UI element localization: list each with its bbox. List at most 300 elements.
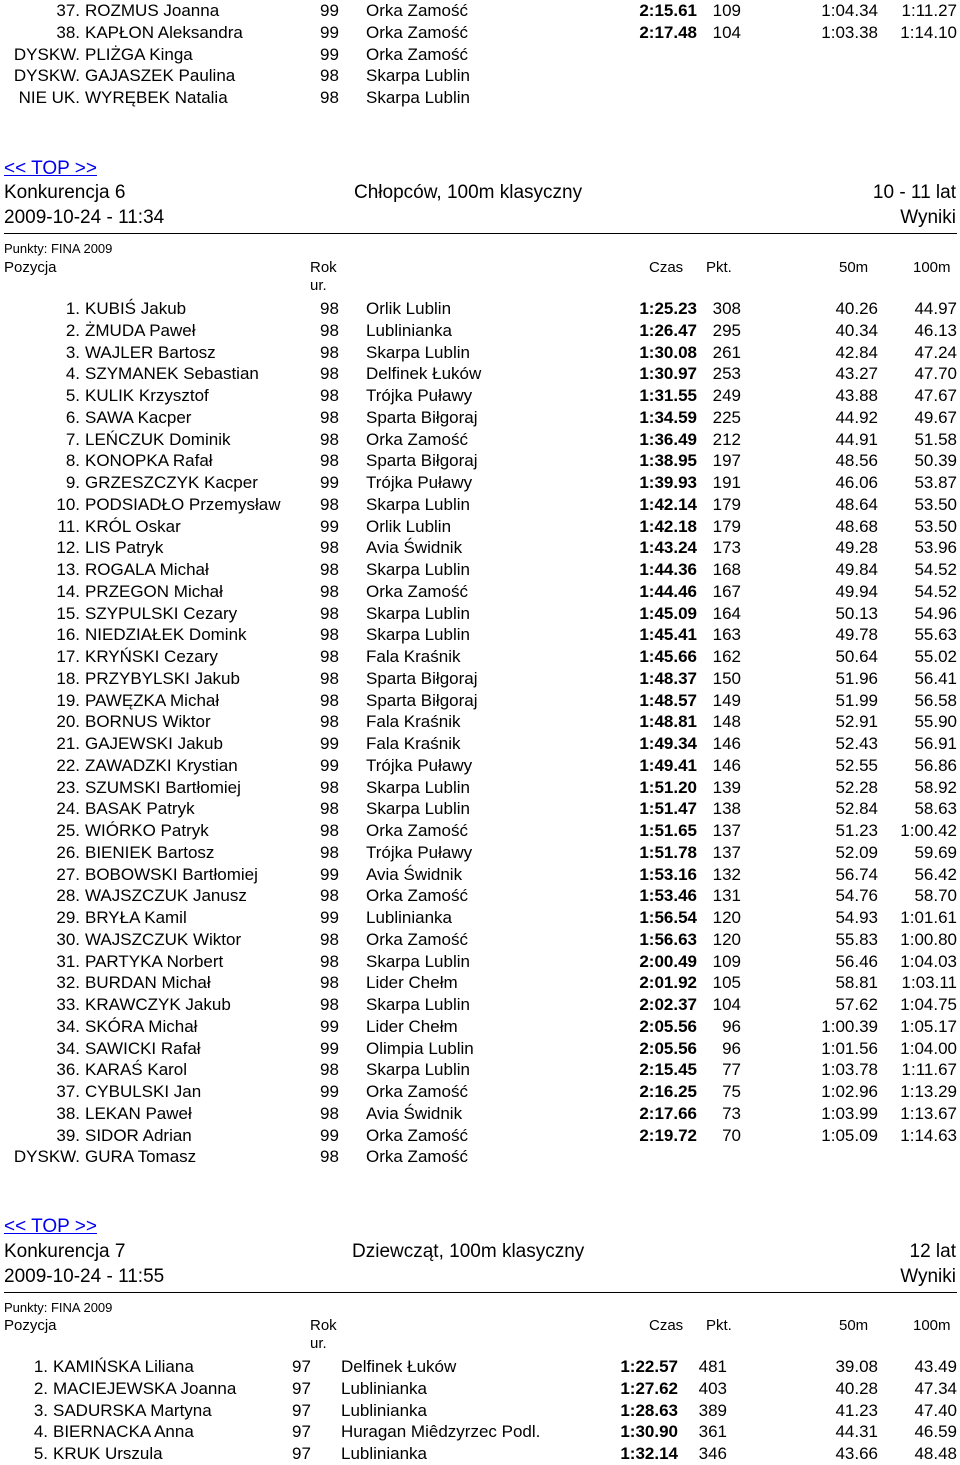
year-cell: 98	[320, 581, 339, 601]
points-cell: 308	[712, 299, 741, 318]
time-cell: 1:45.09	[639, 603, 697, 623]
points-cell: 168	[712, 560, 741, 579]
place-cell: 38.	[56, 22, 80, 42]
split-50-cell: 51.23	[835, 821, 878, 840]
split-100-cell: 53.87	[914, 473, 957, 492]
time-cell: 2:05.56	[639, 1038, 697, 1058]
time-cell: 1:44.36	[639, 560, 697, 579]
year-cell: 98	[320, 320, 339, 340]
year-cell: 98	[320, 625, 339, 645]
year-cell: 98	[320, 386, 339, 405]
points-cell: 109	[712, 1, 741, 20]
points-cell: 132	[712, 864, 741, 884]
table-row	[0, 87, 960, 109]
time-cell: 1:31.55	[639, 386, 697, 405]
table-row	[0, 690, 960, 712]
place-cell: 34.	[56, 1016, 80, 1036]
time-cell: 1:30.90	[620, 1422, 678, 1442]
place-cell: 33.	[56, 995, 80, 1014]
table-row	[0, 342, 960, 364]
table-row	[0, 429, 960, 451]
year-cell: 98	[320, 647, 339, 666]
table-row	[0, 516, 960, 538]
place-cell: 4.	[33, 1422, 48, 1442]
table-row	[0, 581, 960, 603]
name-cell: BIERNACKA Anna	[53, 1422, 194, 1442]
split-50-cell: 43.88	[835, 386, 878, 405]
table-row	[0, 363, 960, 385]
split-50-cell: 48.64	[835, 494, 878, 514]
split-50-cell: 44.31	[835, 1422, 878, 1442]
place-cell: 38.	[56, 1103, 80, 1123]
split-50-cell: 41.23	[835, 1400, 878, 1420]
club-cell: Skarpa Lublin	[366, 603, 470, 623]
place-cell: 22.	[56, 755, 80, 775]
table-row	[0, 298, 960, 320]
event-title: Konkurencja 6	[4, 182, 126, 203]
name-cell: SZUMSKI Bartłomiej	[85, 777, 241, 797]
club-cell: Sparta Biłgoraj	[366, 690, 478, 710]
place-cell: 32.	[56, 973, 80, 993]
split-100-cell: 1:11.67	[901, 1060, 957, 1080]
table-row	[0, 777, 960, 799]
table-row	[0, 65, 960, 87]
year-cell: 98	[320, 799, 339, 819]
split-100-cell: 1:03.11	[901, 973, 957, 993]
split-100-cell: 1:00.80	[900, 929, 957, 949]
time-cell: 1:25.23	[639, 299, 697, 318]
split-50-cell: 42.84	[835, 342, 878, 362]
split-50-cell: 50.64	[835, 647, 878, 666]
points-cell: 139	[712, 777, 741, 797]
club-cell: Olimpia Lublin	[366, 1038, 474, 1058]
split-50-cell: 1:03.78	[821, 1060, 878, 1080]
points-cell: 163	[712, 625, 741, 645]
table-row	[0, 842, 960, 864]
split-100-cell: 47.40	[914, 1400, 957, 1420]
name-cell: CYBULSKI Jan	[85, 1082, 202, 1101]
place-cell: 1.	[65, 299, 80, 318]
name-cell: GAJASZEK Paulina	[85, 66, 236, 86]
table-row	[0, 1421, 960, 1443]
table-row	[0, 624, 960, 646]
table-row	[0, 755, 960, 777]
split-50-cell: 1:01.56	[821, 1038, 878, 1058]
split-50-cell: 49.94	[835, 581, 878, 601]
points-cell: 403	[698, 1378, 727, 1398]
time-cell: 1:48.57	[639, 690, 697, 710]
split-100-cell: 1:04.00	[900, 1038, 957, 1058]
club-cell: Avia Świdnik	[366, 864, 463, 884]
split-50-cell: 51.96	[835, 668, 878, 688]
club-cell: Avia Świdnik	[366, 1103, 463, 1123]
time-cell: 1:30.97	[639, 364, 697, 384]
split-100-cell: 58.70	[914, 886, 957, 906]
year-cell: 98	[320, 342, 339, 362]
points-cell: 120	[712, 929, 741, 949]
table-row	[0, 22, 960, 44]
points-cell: 481	[698, 1357, 727, 1376]
name-cell: BOBOWSKI Bartłomiej	[85, 864, 258, 884]
club-cell: Fala Kraśnik	[366, 712, 461, 732]
split-100-cell: 1:05.17	[900, 1016, 957, 1036]
event-category: Dziewcząt, 100m klasyczny	[352, 1241, 585, 1262]
time-cell: 1:51.47	[639, 799, 697, 819]
name-cell: LEŃCZUK Dominik	[85, 429, 231, 449]
year-cell: 98	[320, 1060, 339, 1080]
split-100-cell: 56.58	[914, 690, 957, 710]
split-100-cell: 58.92	[914, 777, 957, 797]
split-50-cell: 1:00.39	[821, 1016, 878, 1036]
name-cell: GRZESZCZYK Kacper	[85, 473, 258, 492]
year-cell: 99	[320, 516, 339, 536]
points-cell: 361	[698, 1422, 727, 1442]
name-cell: WIÓRKO Patryk	[85, 821, 209, 840]
points-cell: 137	[712, 821, 741, 840]
time-cell: 1:53.16	[639, 864, 697, 884]
table-row	[0, 733, 960, 755]
table-row	[0, 1038, 960, 1060]
split-100-cell: 1:13.67	[900, 1103, 957, 1123]
year-cell: 98	[320, 886, 339, 906]
time-cell: 2:17.48	[639, 22, 697, 42]
table-row	[0, 537, 960, 559]
points-cell: 197	[712, 451, 741, 471]
year-cell: 98	[320, 929, 339, 949]
header-split-50: 50m	[839, 1317, 869, 1334]
top-link[interactable]: << TOP >>	[4, 1216, 97, 1237]
points-cell: 179	[712, 516, 741, 536]
points-cell: 104	[712, 22, 741, 42]
club-cell: Lublinianka	[341, 1378, 428, 1398]
name-cell: BRYŁA Kamil	[85, 908, 187, 927]
name-cell: KONOPKA Rafał	[85, 451, 213, 471]
club-cell: Orka Zamość	[366, 886, 469, 906]
table-row	[0, 1103, 960, 1125]
club-cell: Orka Zamość	[366, 1, 469, 20]
points-cell: 77	[722, 1060, 741, 1080]
table-row	[0, 972, 960, 994]
place-cell: 11.	[57, 516, 80, 536]
points-cell: 253	[712, 364, 741, 384]
club-cell: Orka Zamość	[366, 821, 469, 840]
year-cell: 99	[320, 1125, 339, 1145]
split-100-cell: 59.69	[914, 842, 957, 862]
place-cell: DYSKW.	[13, 44, 80, 64]
event-datetime: 2009-10-24 - 11:34	[4, 207, 165, 228]
club-cell: Lublinianka	[366, 908, 453, 927]
name-cell: WAJSZCZUK Janusz	[85, 886, 247, 906]
name-cell: BIENIEK Bartosz	[85, 842, 215, 862]
split-100-cell: 53.50	[914, 516, 957, 536]
name-cell: MACIEJEWSKA Joanna	[53, 1378, 237, 1398]
split-50-cell: 44.92	[835, 407, 878, 427]
name-cell: ROZMUS Joanna	[85, 1, 220, 20]
table-row	[0, 1400, 960, 1422]
split-50-cell: 58.81	[835, 973, 878, 993]
time-cell: 1:30.08	[639, 342, 697, 362]
place-cell: 4.	[65, 364, 80, 384]
year-cell: 99	[320, 908, 339, 927]
table-row	[0, 320, 960, 342]
split-100-cell: 1:00.42	[900, 821, 957, 840]
top-link[interactable]: << TOP >>	[4, 158, 97, 179]
place-cell: 28.	[56, 886, 80, 906]
split-50-cell: 44.91	[835, 429, 878, 449]
table-row	[0, 450, 960, 472]
split-100-cell: 47.34	[914, 1378, 957, 1398]
club-cell: Orka Zamość	[366, 581, 469, 601]
split-100-cell: 54.96	[914, 603, 957, 623]
time-cell: 1:56.63	[639, 929, 697, 949]
club-cell: Lider Chełm	[366, 1016, 458, 1036]
name-cell: NIEDZIAŁEK Domink	[85, 625, 247, 645]
place-cell: 3.	[65, 342, 80, 362]
place-cell: 6.	[65, 407, 80, 427]
points-cell: 249	[712, 386, 741, 405]
points-cell: 138	[712, 799, 741, 819]
points-cell: 96	[722, 1016, 741, 1036]
year-cell: 98	[320, 429, 339, 449]
event-age-group: 10 - 11 lat	[872, 182, 956, 203]
split-100-cell: 1:14.63	[900, 1125, 957, 1145]
split-100-cell: 56.91	[914, 734, 957, 753]
split-50-cell: 49.78	[835, 625, 878, 645]
year-cell: 99	[320, 755, 339, 775]
time-cell: 1:42.18	[639, 516, 697, 536]
points-cell: 104	[712, 995, 741, 1014]
club-cell: Orka Zamość	[366, 1125, 469, 1145]
club-cell: Skarpa Lublin	[366, 951, 470, 971]
place-cell: 2.	[65, 320, 80, 340]
place-cell: 14.	[56, 581, 80, 601]
header-split-50: 50m	[839, 259, 869, 276]
points-cell: 173	[712, 538, 741, 558]
points-cell: 191	[712, 473, 741, 492]
header-year: Rok	[310, 259, 337, 276]
place-cell: 34.	[56, 1038, 80, 1058]
time-cell: 1:32.14	[620, 1444, 678, 1464]
time-cell: 1:34.59	[639, 407, 697, 427]
year-cell: 98	[320, 494, 339, 514]
split-50-cell: 54.76	[835, 886, 878, 906]
time-cell: 2:17.66	[639, 1103, 697, 1123]
event-datetime: 2009-10-24 - 11:55	[4, 1266, 165, 1287]
table-row	[0, 1378, 960, 1400]
name-cell: ŻMUDA Paweł	[85, 320, 196, 340]
name-cell: SIDOR Adrian	[85, 1125, 192, 1145]
year-cell: 97	[292, 1378, 311, 1398]
split-100-cell: 43.49	[914, 1357, 957, 1376]
split-50-cell: 48.68	[835, 516, 878, 536]
name-cell: SZYMANEK Sebastian	[85, 364, 259, 384]
split-100-cell: 56.86	[914, 755, 957, 775]
table-row	[0, 711, 960, 733]
split-50-cell: 40.34	[835, 320, 878, 340]
header-points: Pkt.	[706, 259, 732, 276]
place-cell: 16.	[56, 625, 80, 645]
time-cell: 1:48.37	[639, 668, 697, 688]
split-100-cell: 50.39	[914, 451, 957, 471]
header-position: Pozycja	[4, 259, 57, 276]
split-50-cell: 43.27	[835, 364, 878, 384]
club-cell: Trójka Puławy	[366, 755, 473, 775]
name-cell: PARTYKA Norbert	[85, 951, 224, 971]
club-cell: Orlik Lublin	[366, 516, 452, 536]
table-row	[0, 929, 960, 951]
club-cell: Trójka Puławy	[366, 386, 473, 405]
split-100-cell: 54.52	[914, 581, 957, 601]
club-cell: Orka Zamość	[366, 1147, 469, 1167]
club-cell: Fala Kraśnik	[366, 647, 461, 666]
club-cell: Delfinek Łuków	[366, 364, 482, 384]
club-cell: Delfinek Łuków	[341, 1357, 457, 1376]
place-cell: 39.	[56, 1125, 80, 1145]
club-cell: Skarpa Lublin	[366, 560, 470, 579]
table-row	[0, 44, 960, 66]
points-cell: 346	[698, 1444, 727, 1464]
split-100-cell: 44.97	[914, 299, 957, 318]
points-cell: 148	[712, 712, 741, 732]
year-cell: 99	[320, 864, 339, 884]
header-year: Rok	[310, 1317, 337, 1334]
year-cell: 98	[320, 821, 339, 840]
club-cell: Skarpa Lublin	[366, 777, 470, 797]
year-cell: 97	[292, 1357, 311, 1376]
table-row	[0, 1356, 960, 1378]
name-cell: SZYPULSKI Cezary	[85, 603, 238, 623]
name-cell: KAPŁON Aleksandra	[85, 22, 243, 42]
split-50-cell: 49.84	[835, 560, 878, 579]
table-row	[0, 385, 960, 407]
split-50-cell: 51.99	[835, 690, 878, 710]
time-cell: 2:16.25	[639, 1082, 697, 1101]
club-cell: Sparta Biłgoraj	[366, 451, 478, 471]
split-50-cell: 48.56	[835, 451, 878, 471]
points-cell: 212	[712, 429, 741, 449]
split-50-cell: 57.62	[835, 995, 878, 1014]
split-100-cell: 49.67	[914, 407, 957, 427]
name-cell: KAMIŃSKA Liliana	[53, 1357, 194, 1376]
name-cell: KUBIŚ Jakub	[85, 299, 187, 318]
club-cell: Skarpa Lublin	[366, 995, 470, 1014]
year-cell: 98	[320, 451, 339, 471]
year-cell: 99	[320, 22, 339, 42]
time-cell: 1:27.62	[620, 1378, 678, 1398]
table-row	[0, 820, 960, 842]
place-cell: 13.	[56, 560, 80, 579]
split-50-cell: 52.43	[835, 734, 878, 753]
place-cell: 24.	[56, 799, 80, 819]
place-cell: 5.	[65, 386, 80, 405]
points-cell: 96	[722, 1038, 741, 1058]
points-cell: 179	[712, 494, 741, 514]
time-cell: 2:19.72	[639, 1125, 697, 1145]
split-50-cell: 52.55	[835, 755, 878, 775]
place-cell: 19.	[56, 690, 80, 710]
split-50-cell: 39.08	[835, 1357, 878, 1376]
name-cell: BURDAN Michał	[85, 973, 211, 993]
club-cell: Orka Zamość	[366, 44, 469, 64]
club-cell: Trójka Puławy	[366, 842, 473, 862]
place-cell: DYSKW.	[13, 66, 80, 86]
place-cell: 25.	[56, 821, 80, 840]
name-cell: KRAWCZYK Jakub	[85, 995, 231, 1014]
name-cell: KRYŃSKI Cezary	[85, 647, 218, 666]
points-cell: 109	[712, 951, 741, 971]
year-cell: 98	[320, 842, 339, 862]
club-cell: Lublinianka	[341, 1400, 428, 1420]
name-cell: GURA Tomasz	[85, 1147, 197, 1167]
club-cell: Orka Zamość	[366, 22, 469, 42]
split-100-cell: 1:04.03	[900, 951, 957, 971]
place-cell: NIE UK.	[18, 88, 80, 108]
club-cell: Trójka Puławy	[366, 473, 473, 492]
table-row	[0, 1146, 960, 1168]
split-50-cell: 56.74	[835, 864, 878, 884]
points-cell: 146	[712, 755, 741, 775]
header-time: Czas	[649, 259, 684, 276]
club-cell: Avia Świdnik	[366, 538, 463, 558]
place-cell: 36.	[56, 1060, 80, 1080]
club-cell: Sparta Biłgoraj	[366, 668, 478, 688]
divider	[4, 233, 957, 234]
points-cell: 70	[722, 1125, 741, 1145]
year-cell: 97	[292, 1444, 311, 1464]
split-50-cell: 49.28	[835, 538, 878, 558]
club-cell: Lublinianka	[366, 320, 453, 340]
split-100-cell: 55.63	[914, 625, 957, 645]
points-system: Punkty: FINA 2009	[4, 1300, 113, 1315]
club-cell: Lider Chełm	[366, 973, 458, 993]
split-100-cell: 55.90	[914, 712, 957, 732]
time-cell: 1:45.66	[639, 647, 697, 666]
time-cell: 1:39.93	[639, 473, 697, 492]
points-cell: 162	[712, 647, 741, 666]
points-cell: 150	[712, 668, 741, 688]
year-cell: 98	[320, 1103, 339, 1123]
points-system: Punkty: FINA 2009	[4, 241, 113, 256]
split-50-cell: 52.28	[835, 777, 878, 797]
name-cell: LIS Patryk	[85, 538, 164, 558]
header-time: Czas	[649, 1317, 684, 1334]
points-cell: 146	[712, 734, 741, 753]
split-100-cell: 53.50	[914, 494, 957, 514]
name-cell: PRZEGON Michał	[85, 581, 223, 601]
year-cell: 99	[320, 734, 339, 753]
place-cell: 3.	[33, 1400, 48, 1420]
split-100-cell: 48.48	[914, 1444, 957, 1464]
year-cell: 98	[320, 538, 339, 558]
table-row	[0, 494, 960, 516]
table-row	[0, 1059, 960, 1081]
place-cell: 8.	[65, 451, 80, 471]
time-cell: 1:22.57	[620, 1357, 678, 1376]
year-cell: 99	[320, 1, 339, 20]
year-cell: 98	[320, 973, 339, 993]
place-cell: 10.	[56, 494, 80, 514]
year-cell: 98	[320, 777, 339, 797]
table-row	[0, 885, 960, 907]
name-cell: LEKAN Paweł	[85, 1103, 192, 1123]
time-cell: 2:00.49	[639, 951, 697, 971]
year-cell: 98	[320, 407, 339, 427]
name-cell: PLIŻGA Kinga	[85, 44, 193, 64]
name-cell: BASAK Patryk	[85, 799, 195, 819]
name-cell: SAWA Kacper	[85, 407, 192, 427]
name-cell: ZAWADZKI Krystian	[85, 755, 238, 775]
points-cell: 261	[712, 342, 741, 362]
